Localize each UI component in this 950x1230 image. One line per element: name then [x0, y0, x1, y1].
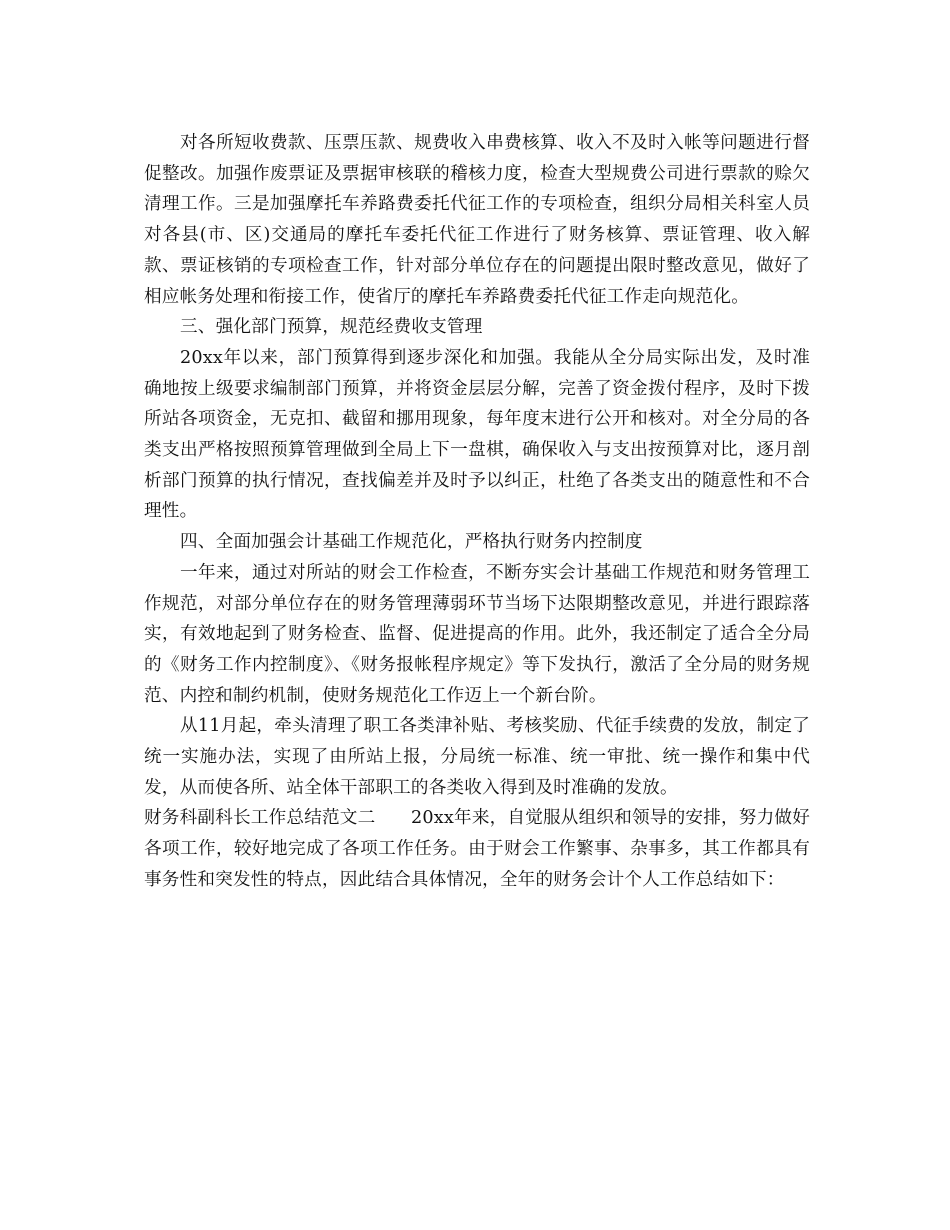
paragraph-allowances: 从11月起，牵头清理了职工各类津补贴、考核奖励、代征手续费的发放，制定了统一实施办法，实现了由所站上报，分局统一标准、统一审批、统一操作和集中代发，从而使各所、站全体干部职工的各类收入得到及时准确的发放。	[144, 716, 810, 798]
section-heading-budget: 三、强化部门预算，规范经费收支管理	[180, 317, 483, 338]
document-body	[144, 128, 810, 896]
paragraph-budget: 20xx年以来，部门预算得到逐步深化和加强。我能从全分局实际出发，及时准确地按上级要求编制部门预算，并将资金层层分解，完善了资金拨付程序，及时下拨所站各项资金，无克扣、截留和挪用现象，每年度末进行公开和核对。对全分局的各类支出严格按照预算管理做到全局上下一盘棋，确保收入与支出按预算对比，逐月剖析部门预算的执行情况，查找偏差并及时予以纠正，杜绝了各类支出的随意性和不合理性。	[144, 347, 810, 522]
paragraph-accounting: 一年来，通过对所站的财会工作检查，不断夯实会计基础工作规范和财务管理工作规范，对部分单位存在的财务管理薄弱环节当场下达限期整改意见，并进行跟踪落实，有效地起到了财务检查、监督、促进提高的作用。此外，我还制定了适合全分局的《财务工作内控制度》、《财务报帐程序规定》等下发执行，激活了全分局的财务规范、内控和制约机制，使财务规范化工作迈上一个新台阶。	[144, 562, 810, 706]
paragraph-summary-two: 财务科副科长工作总结范文二 20xx年来，自觉服从组织和领导的安排，努力做好各项工作，较好地完成了各项工作任务。由于财会工作繁事、杂事多，其工作都具有事务性和突发性的特点，因此结合具体情况，全年的财务会计个人工作总结如下：	[144, 808, 810, 890]
section-heading-accounting: 四、全面加强会计基础工作规范化，严格执行财务内控制度	[180, 532, 643, 553]
paragraph-audit-rectification: 对各所短收费款、压票压款、规费收入串费核算、收入不及时入帐等问题进行督促整改。加强作废票证及票据审核联的稽核力度，检查大型规费公司进行票款的赊欠清理工作。三是加强摩托车养路费委托代征工作的专项检查，组织分局相关科室人员对各县(市、区)交通局的摩托车委托代征工作进行了财务核算、票证管理、收入解款、票证核销的专项检查工作，针对部分单位存在的问题提出限时整改意见，做好了相应帐务处理和衔接工作，使省厅的摩托车养路费委托代征工作走向规范化。	[144, 133, 810, 307]
